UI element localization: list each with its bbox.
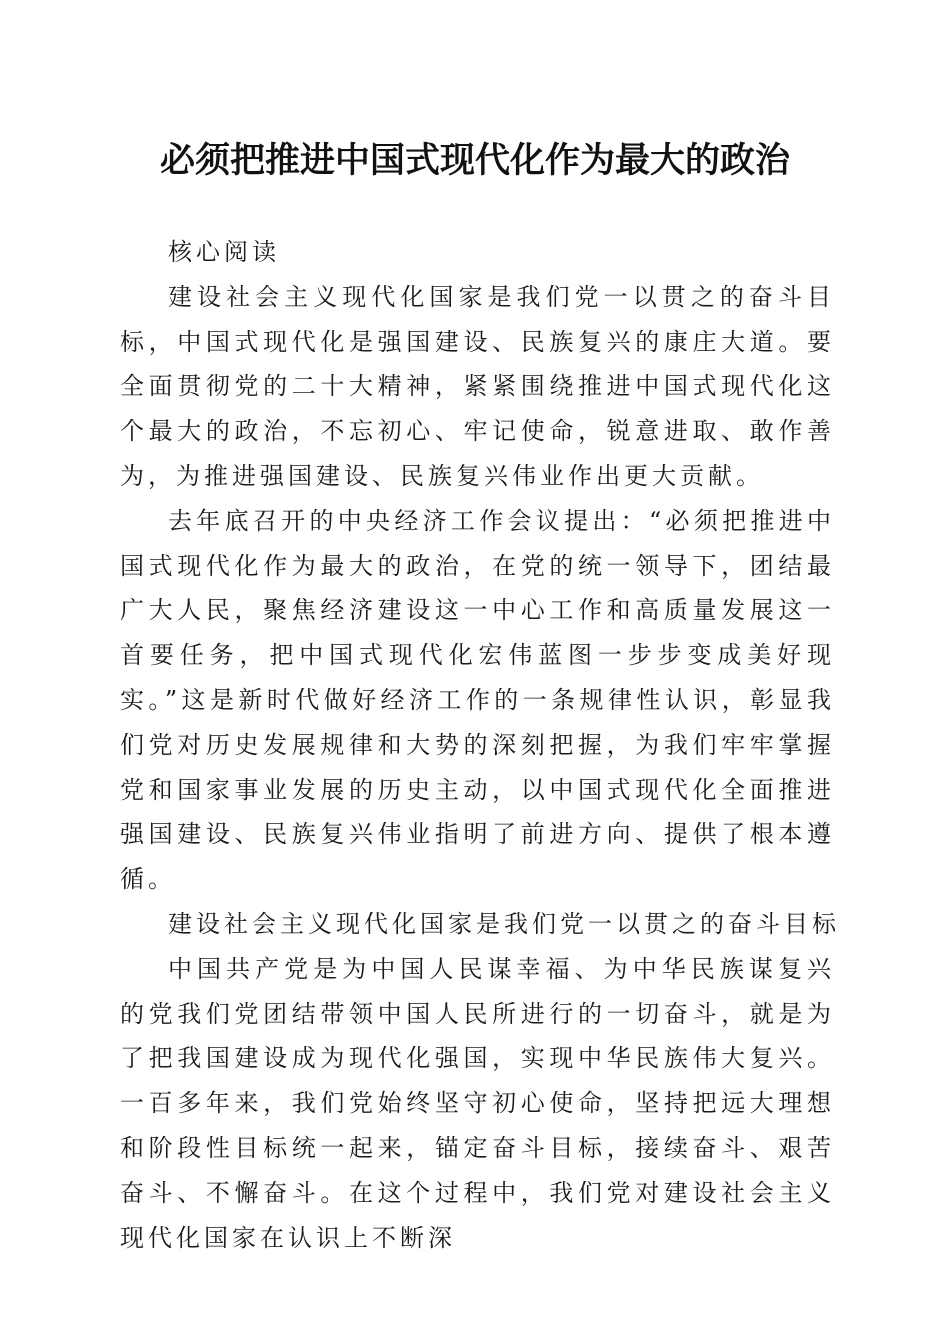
document-body xyxy=(120,230,840,1260)
paragraph-1: 建设社会主义现代化国家是我们党一以贯之的奋斗目标，中国式现代化是强国建设、民族复兴的康庄大道。要全面贯彻党的二十大精神，紧紧围绕推进中国式现代化这个最大的政治，不忘初心、牢记使命，锐意进取、敢作善为，为推进强国建设、民族复兴伟业作出更大贡献。 xyxy=(120,282,835,490)
document-title: 必须把推进中国式现代化作为最大的政治 xyxy=(159,140,790,181)
section-label: 核心阅读 xyxy=(168,238,280,266)
subheading: 建设社会主义现代化国家是我们党一以贯之的奋斗目标 xyxy=(168,909,840,938)
paragraph-3: 中国共产党是为中国人民谋幸福、为中华民族谋复兴的党我们党团结带领中国人民所进行的一切奋斗，就是为了把我国建设成为现代化强国，实现中华民族伟大复兴。一百多年来，我们党始终坚守初心使命，坚持把远大理想和阶段性目标统一起来，锚定奋斗目标，接续奋斗、艰苦奋斗、不懈奋斗。在这个过程中，我们党对建设社会主义现代化国家在认识上不断深 xyxy=(120,954,835,1252)
paragraph-2: 去年底召开的中央经济工作会议提出：“必须把推进中国式现代化作为最大的政治，在党的统一领导下，团结最广大人民，聚焦经济建设这一中心工作和高质量发展这一首要任务，把中国式现代化宏伟蓝图一步步变成美好现实。”这是新时代做好经济工作的一条规律性认识，彰显我们党对历史发展规律和大势的深刻把握，为我们牢牢掌握党和国家事业发展的历史主动，以中国式现代化全面推进强国建设、民族复兴伟业指明了前进方向、提供了根本遵循。 xyxy=(120,506,835,894)
